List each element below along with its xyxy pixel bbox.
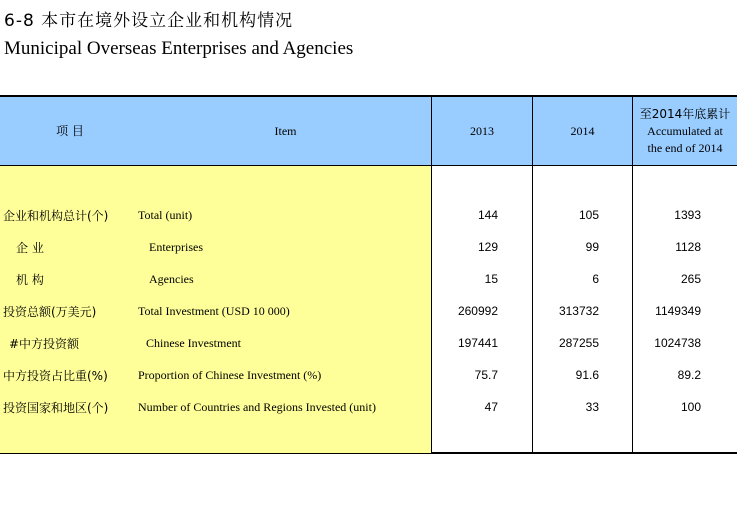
table-row xyxy=(0,205,737,225)
row-label-en: Chinese Investment xyxy=(146,336,241,350)
value-2014: 287255 xyxy=(558,336,599,350)
row-label-en: Proportion of Chinese Investment (%) xyxy=(138,368,322,382)
value-accumulated: 265 xyxy=(680,272,701,286)
value-2013: 197441 xyxy=(457,336,498,350)
statistics-table xyxy=(0,95,737,454)
header-accumulated: 至2014年底累计 Accumulated at the end of 2014 xyxy=(633,97,737,166)
header-2014: 2014 xyxy=(533,97,633,166)
value-2014: 6 xyxy=(592,272,599,286)
value-accumulated: 100 xyxy=(680,400,701,414)
header-item-en: Item xyxy=(140,97,432,166)
row-label-en: Number of Countries and Regions Invested (unit) xyxy=(138,400,376,414)
page-title-cn: 6-8 本市在境外设立企业和机构情况 xyxy=(4,11,294,31)
row-label-cn: 企业和机构总计(个) xyxy=(3,209,109,223)
row-label-cn: 投资国家和地区(个) xyxy=(3,401,109,415)
page-title-en: Municipal Overseas Enterprises and Agencies xyxy=(4,38,354,59)
value-accumulated: 1393 xyxy=(674,208,701,222)
table-row xyxy=(0,301,737,321)
value-2013: 75.7 xyxy=(474,368,498,382)
table-row xyxy=(0,397,737,417)
table-row xyxy=(0,269,737,289)
header-2013: 2013 xyxy=(432,97,533,166)
row-label-en: Agencies xyxy=(149,272,194,286)
value-2013: 129 xyxy=(477,240,498,254)
value-2014: 91.6 xyxy=(575,368,599,382)
value-2013: 260992 xyxy=(457,304,498,318)
row-label-en: Total (unit) xyxy=(138,208,193,222)
value-accumulated: 1024738 xyxy=(654,336,701,350)
value-accumulated: 89.2 xyxy=(677,368,701,382)
table-row xyxy=(0,365,737,385)
value-2014: 99 xyxy=(585,240,599,254)
row-label-cn: #中方投资额 xyxy=(9,337,80,351)
row-label-cn: 机 构 xyxy=(16,273,44,287)
header-item-cn: 项 目 xyxy=(0,97,140,166)
row-label-en: Total Investment (USD 10 000) xyxy=(138,304,290,318)
value-2014: 33 xyxy=(585,400,599,414)
row-label-en: Enterprises xyxy=(149,240,203,254)
value-2013: 15 xyxy=(484,272,498,286)
value-2013: 47 xyxy=(484,400,498,414)
row-label-cn: 投资总额(万美元) xyxy=(3,305,97,319)
row-label-cn: 中方投资占比重(%) xyxy=(3,369,108,383)
table-row xyxy=(0,333,737,353)
value-2014: 313732 xyxy=(558,304,599,318)
value-accumulated: 1149349 xyxy=(655,304,701,318)
value-2014: 105 xyxy=(578,208,599,222)
row-label-cn: 企 业 xyxy=(16,241,44,255)
value-2013: 144 xyxy=(477,208,498,222)
value-accumulated: 1128 xyxy=(675,240,701,254)
table-row xyxy=(0,237,737,257)
